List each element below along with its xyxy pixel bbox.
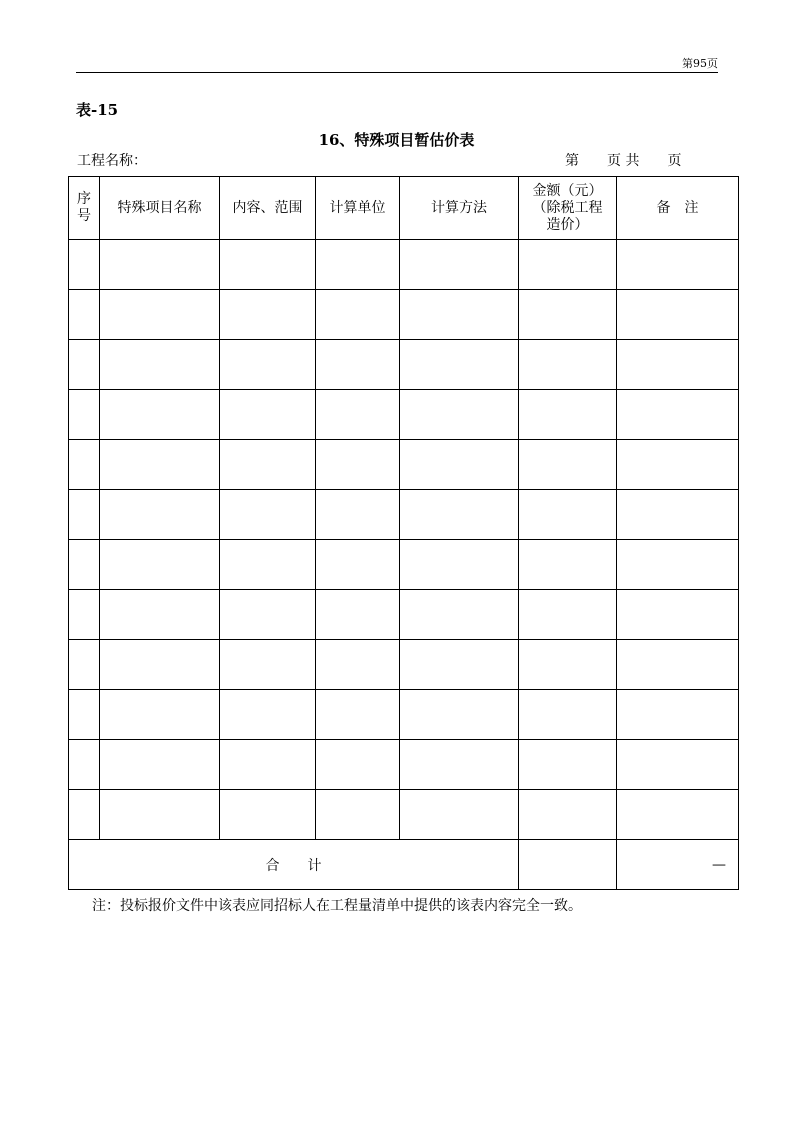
table-cell [220,290,316,340]
table-cell [316,640,400,690]
table-cell [519,390,617,440]
table-cell [617,340,739,390]
table-cell [220,340,316,390]
table-cell [220,440,316,490]
table-cell [100,490,220,540]
table-code: 表-15 [76,101,119,119]
table-cell [617,790,739,840]
table-cell [316,740,400,790]
table-row [69,690,739,740]
table-cell [519,740,617,790]
table-cell [316,290,400,340]
table-cell [69,590,100,640]
table-cell [69,640,100,690]
amount-header-line: （除税工程 [532,199,603,216]
table-cell [220,790,316,840]
table-cell [220,690,316,740]
table-cell [100,790,220,840]
table-cell [519,590,617,640]
table-row [69,390,739,440]
table-row [69,290,739,340]
total-row [69,840,739,890]
table-cell [316,490,400,540]
table-cell [220,640,316,690]
project-name-label: 工程名称： [77,153,147,169]
table-cell [100,740,220,790]
table-cell [519,790,617,840]
col-header-amount [519,177,617,240]
table-cell [400,540,519,590]
table-cell [519,490,617,540]
table-cell [400,790,519,840]
table-row [69,640,739,690]
table-cell [519,690,617,740]
table-cell [69,340,100,390]
table-cell [316,440,400,490]
table-cell [220,390,316,440]
table-cell [400,240,519,290]
table-cell [316,690,400,740]
table-cell [316,790,400,840]
table-cell [316,590,400,640]
table-cell [400,290,519,340]
table-cell [519,440,617,490]
table-row [69,490,739,540]
amount-header-line: 造价） [546,216,589,233]
table-cell [220,740,316,790]
table-cell [100,240,220,290]
total-amount-cell [519,840,617,890]
table-cell [100,540,220,590]
page-title: 16、特殊项目暂估价表 [318,131,475,149]
col-header-remark: 备 注 [617,177,739,240]
table-cell [69,740,100,790]
table-cell [617,590,739,640]
table-cell [617,290,739,340]
table-cell [400,740,519,790]
table-cell [617,640,739,690]
table-cell [220,590,316,640]
table-cell [519,640,617,690]
col-header-seq: 序号 [69,177,100,240]
table-cell [400,690,519,740]
table-cell [100,640,220,690]
table-row [69,340,739,390]
header-rule [76,72,718,73]
estimate-table [68,176,739,890]
table-cell [100,440,220,490]
table-row [69,240,739,290]
table-row [69,540,739,590]
col-header-item-name: 特殊项目名称 [100,177,220,240]
table-cell [617,540,739,590]
table-row [69,440,739,490]
total-remark-cell: — [617,840,739,890]
table-cell [519,540,617,590]
col-header-scope: 内容、范围 [220,177,316,240]
col-header-method: 计算方法 [400,177,519,240]
table-cell [316,340,400,390]
table-cell [400,440,519,490]
table-cell [100,290,220,340]
amount-header-line: 金额（元） [532,182,603,199]
table-row [69,590,739,640]
page-of-label: 第 页 共 页 [565,153,682,169]
table-header-row [69,177,739,240]
table-cell [400,340,519,390]
table-cell [220,490,316,540]
table-row [69,790,739,840]
table-cell [617,740,739,790]
col-header-unit: 计算单位 [316,177,400,240]
table-cell [100,340,220,390]
table-cell [316,240,400,290]
footnote: 注：投标报价文件中该表应同招标人在工程量清单中提供的该表内容完全一致。 [92,898,582,914]
table-cell [519,290,617,340]
table-cell [617,240,739,290]
table-cell [400,590,519,640]
table-cell [69,490,100,540]
table-row [69,740,739,790]
total-label: 合 计 [69,840,519,890]
table-cell [69,790,100,840]
table-cell [100,690,220,740]
table-cell [220,240,316,290]
table-cell [69,290,100,340]
table-cell [617,690,739,740]
table-cell [69,240,100,290]
table-cell [100,590,220,640]
page-number: 第95页 [682,57,718,70]
table-cell [69,540,100,590]
table-cell [69,690,100,740]
table-cell [69,440,100,490]
table-cell [400,390,519,440]
table-cell [316,540,400,590]
table-cell [69,390,100,440]
table-cell [400,640,519,690]
table-cell [519,340,617,390]
table-cell [316,390,400,440]
table-cell [100,390,220,440]
table-cell [400,490,519,540]
table-cell [519,240,617,290]
table-cell [617,390,739,440]
table-cell [617,440,739,490]
table-cell [220,540,316,590]
table-cell [617,490,739,540]
